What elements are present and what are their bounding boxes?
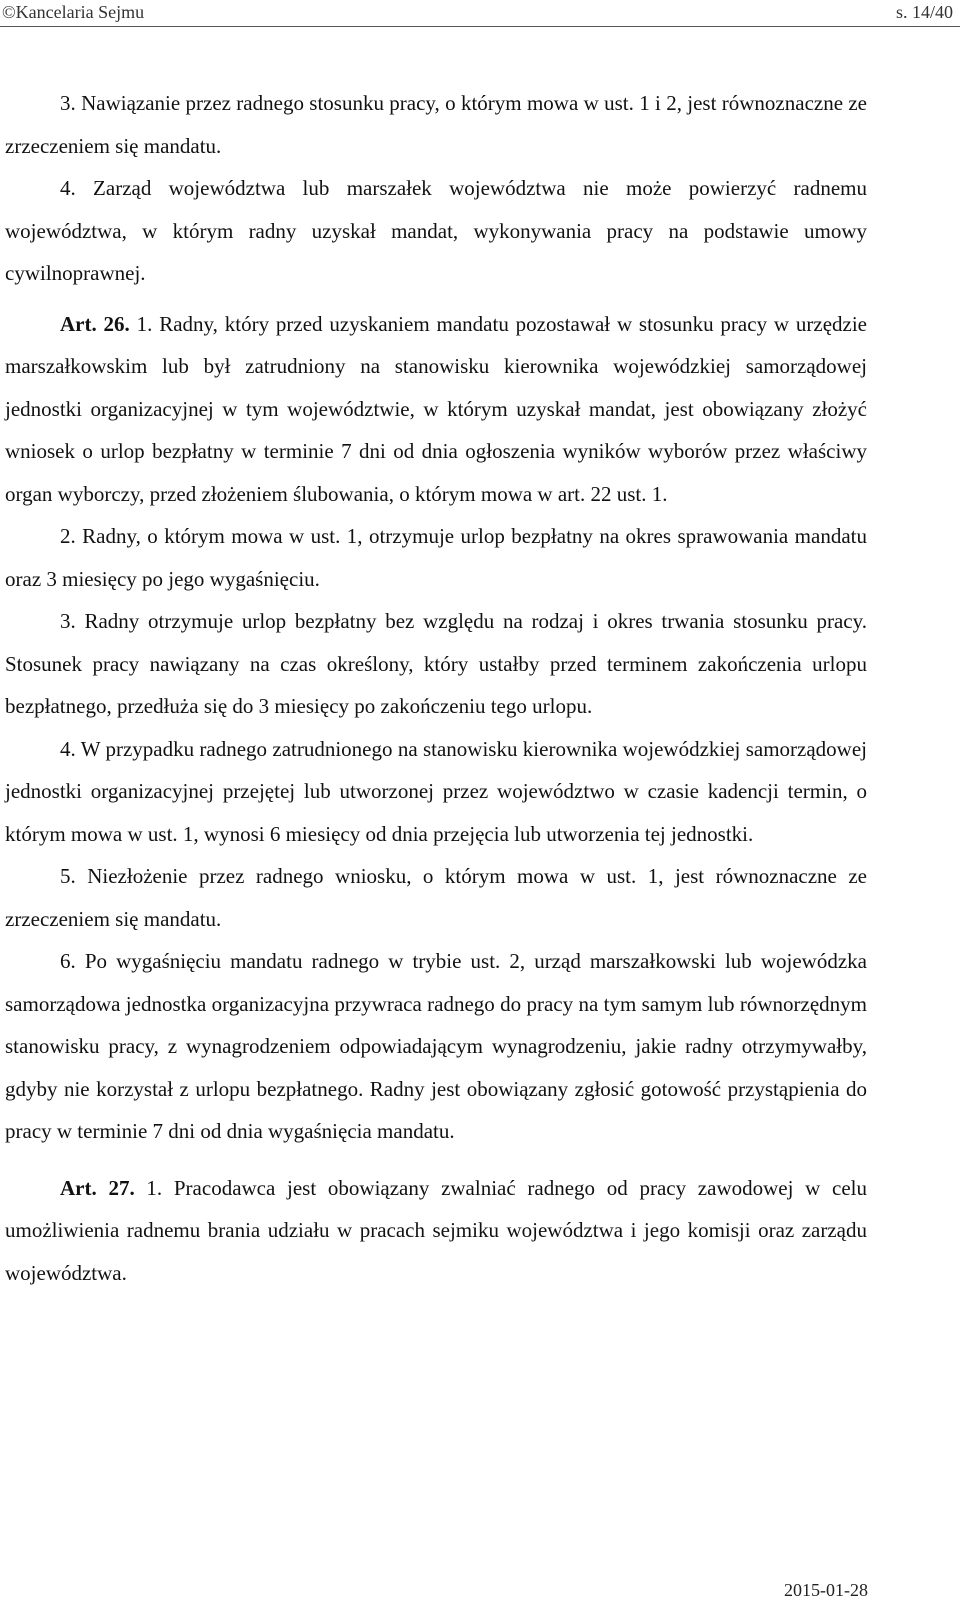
paragraph-art26-ust6 (5, 940, 867, 1153)
paragraph-art26-ust1 (5, 303, 867, 516)
paragraph-art27-ust1 (5, 1167, 867, 1295)
paragraph-text: 1. Radny, który przed uzyskaniem mandatu pozostawał w stosunku pracy w urzędzie marszałkowskim lub był zatrudniony na stanowisku kierownika wojewódzkiej samorządowej jednostki organizacyjnej w tym województwie, w którym uzyskał mandat, jest obowiązany złożyć wniosek o urlop bezpłatny w terminie 7 dni od dnia ogłoszenia wyników wyborów przez właściwy organ wyborczy, przed złożeniem ślubowania, o którym mowa w art. 22 ust. 1. (5, 311, 868, 506)
paragraph-art26-ust5 (5, 855, 867, 940)
paragraph-art25-ust4 (5, 167, 867, 295)
paragraph-art26-ust3 (5, 600, 867, 728)
article-label: Art. 26. (60, 311, 130, 336)
paragraph-art25-ust3 (5, 82, 867, 167)
paragraph-text: 1. Pracodawca jest obowiązany zwalniać radnego od pracy zawodowej w celu umożliwienia radnemu brania udziału w pracach sejmiku województwa i jego komisji oraz zarządu województwa. (5, 1175, 867, 1285)
page-number: s. 14/40 (895, 2, 953, 22)
paragraph-text: 4. Zarząd województwa lub marszałek województwa nie może powierzyć radnemu województwa, w którym radny uzyskał mandat, wykonywania pracy na podstawie umowy cywilnoprawnej. (5, 176, 867, 285)
paragraph-art26-ust4 (5, 728, 867, 856)
paragraph-text: 5. Niezłożenie przez radnego wniosku, o którym mowa w ust. 1, jest równoznaczne ze zrzeczeniem się mandatu. (5, 864, 867, 931)
document-body (5, 82, 867, 1294)
header-divider (0, 26, 960, 27)
footer-date: 2015-01-28 (784, 1580, 868, 1600)
article-label: Art. 27. (60, 1175, 135, 1200)
paragraph-text: 3. Nawiązanie przez radnego stosunku pracy, o którym mowa w ust. 1 i 2, jest równoznaczne ze zrzeczeniem się mandatu. (5, 91, 867, 158)
paragraph-text: 6. Po wygaśnięciu mandatu radnego w trybie ust. 2, urząd marszałkowski lub wojewódzka samorządowa jednostka organizacyjna przywraca radnego do pracy na tym samym lub równorzędnym stanowisku pracy, z wynagrodzeniem odpowiadającym wynagrodzeniu, jakie radny otrzymywałby, gdyby nie korzystał z urlopu bezpłatnego. Radny jest obowiązany zgłosić gotowość przystąpienia do pracy w terminie 7 dni od dnia wygaśnięcia mandatu. (5, 949, 867, 1143)
paragraph-text: 4. W przypadku radnego zatrudnionego na stanowisku kierownika wojewódzkiej samorządowej jednostki organizacyjnej przejętej lub utworzonej przez województwo w czasie kadencji termin, o którym mowa w ust. 1, wynosi 6 miesięcy od dnia przejęcia lub utworzenia tej jednostki. (5, 736, 867, 846)
paragraph-text: 2. Radny, o którym mowa w ust. 1, otrzymuje urlop bezpłatny na okres sprawowania mandatu oraz 3 miesięcy po jego wygaśnięciu. (5, 524, 867, 591)
paragraph-text: 3. Radny otrzymuje urlop bezpłatny bez względu na rodzaj i okres trwania stosunku pracy. Stosunek pracy nawiązany na czas określony, który ustałby przed terminem zakończenia urlopu bezpłatnego, przedłuża się do 3 miesięcy po zakończeniu tego urlopu. (5, 609, 867, 718)
paragraph-art26-ust2 (5, 515, 867, 600)
header-publisher: ©Kancelaria Sejmu (2, 2, 145, 22)
